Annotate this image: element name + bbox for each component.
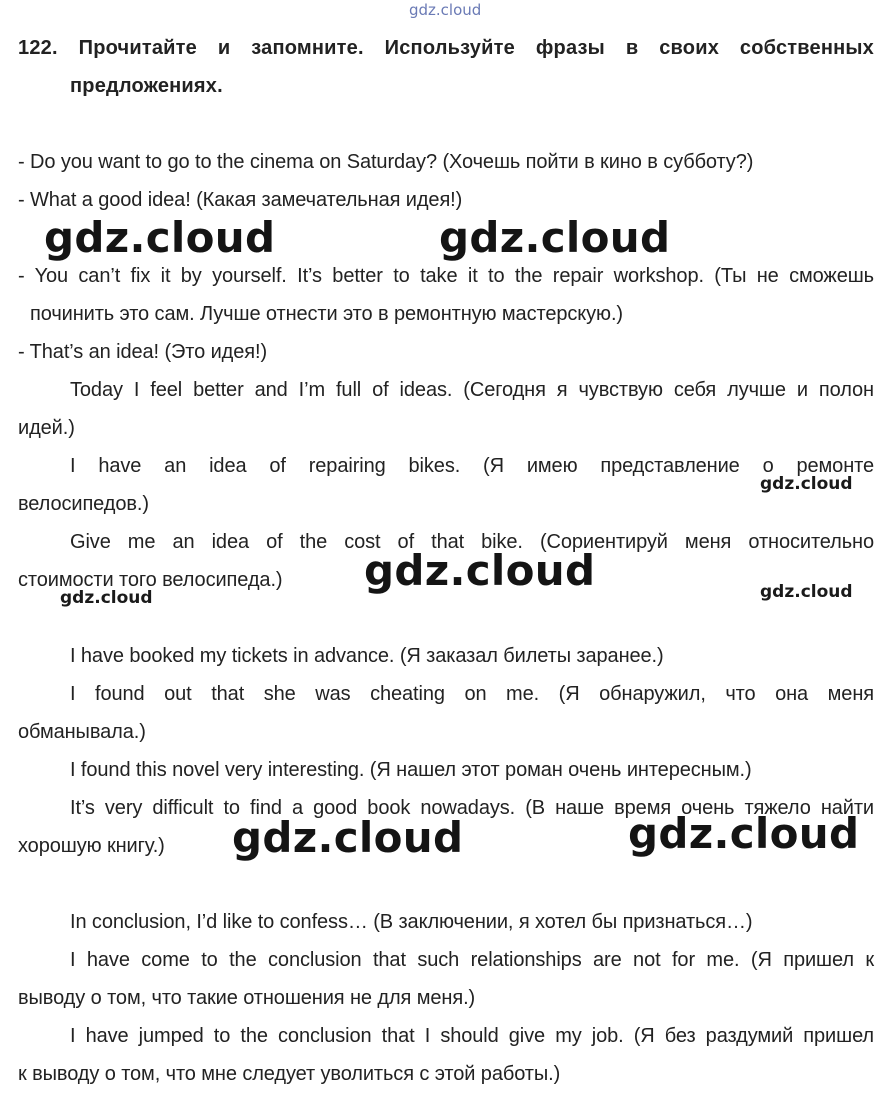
example-1: Today I feel better and I’m full of ideas. (Сегодня я чувствую себя лучше и полон — [70, 379, 874, 401]
example-9-cont: выводу о том, что такие отношения не для меня.) — [18, 987, 476, 1009]
exercise-heading-continuation: предложениях. — [70, 75, 223, 97]
example-7: It’s very difficult to find a good book nowadays. (В наше время очень тяжело найти — [70, 797, 874, 819]
example-2-cont: велосипедов.) — [18, 493, 149, 515]
example-10: I have jumped to the conclusion that I should give my job. (Я без раздумий пришел — [70, 1025, 874, 1047]
watermark-big-4: gdz.cloud — [232, 813, 464, 862]
dialogue-line-3-cont: починить это сам. Лучше отнести это в ремонтную мастерскую.) — [30, 303, 623, 325]
watermark-small-2: gdz.cloud — [60, 588, 153, 608]
watermark-small-3: gdz.cloud — [760, 582, 853, 602]
example-5: I found out that she was cheating on me. (Я обнаружил, что она меня — [70, 683, 874, 705]
watermark-big-1: gdz.cloud — [44, 213, 276, 262]
example-5-cont: обманывала.) — [18, 721, 146, 743]
dialogue-line-2: - What a good idea! (Какая замечательная идея!) — [18, 189, 463, 211]
dialogue-line-4: - That’s an idea! (Это идея!) — [18, 341, 268, 363]
example-1-cont: идей.) — [18, 417, 75, 439]
dialogue-line-3: - You can’t fix it by yourself. It’s better to take it to the repair workshop. (Ты не сможешь — [18, 265, 874, 287]
example-9: I have come to the conclusion that such relationships are not for me. (Я пришел к — [70, 949, 874, 971]
exercise-heading: 122. Прочитайте и запомните. Используйте фразы в своих собственных — [18, 37, 874, 59]
example-6: I found this novel very interesting. (Я нашел этот роман очень интересным.) — [70, 759, 752, 781]
watermark-big-2: gdz.cloud — [439, 213, 671, 262]
dialogue-line-1: - Do you want to go to the cinema on Saturday? (Хочешь пойти в кино в субботу?) — [18, 151, 754, 173]
watermark-small-1: gdz.cloud — [760, 474, 853, 494]
watermark-top: gdz.cloud — [409, 1, 482, 19]
example-7-cont: хорошую книгу.) — [18, 835, 165, 857]
example-3: Give me an idea of the cost of that bike. (Сориентируй меня относительно — [70, 531, 874, 553]
watermark-big-5: gdz.cloud — [628, 809, 860, 858]
example-10-cont: к выводу о том, что мне следует уволиться с этой работы.) — [18, 1063, 561, 1085]
example-4: I have booked my tickets in advance. (Я заказал билеты заранее.) — [70, 645, 664, 667]
watermark-big-3: gdz.cloud — [364, 546, 596, 595]
example-3-cont: стоимости того велосипеда.) — [18, 569, 283, 591]
example-8: In conclusion, I’d like to confess… (В заключении, я хотел бы признаться…) — [70, 911, 753, 933]
example-2: I have an idea of repairing bikes. (Я имею представление о ремонте — [70, 455, 874, 477]
